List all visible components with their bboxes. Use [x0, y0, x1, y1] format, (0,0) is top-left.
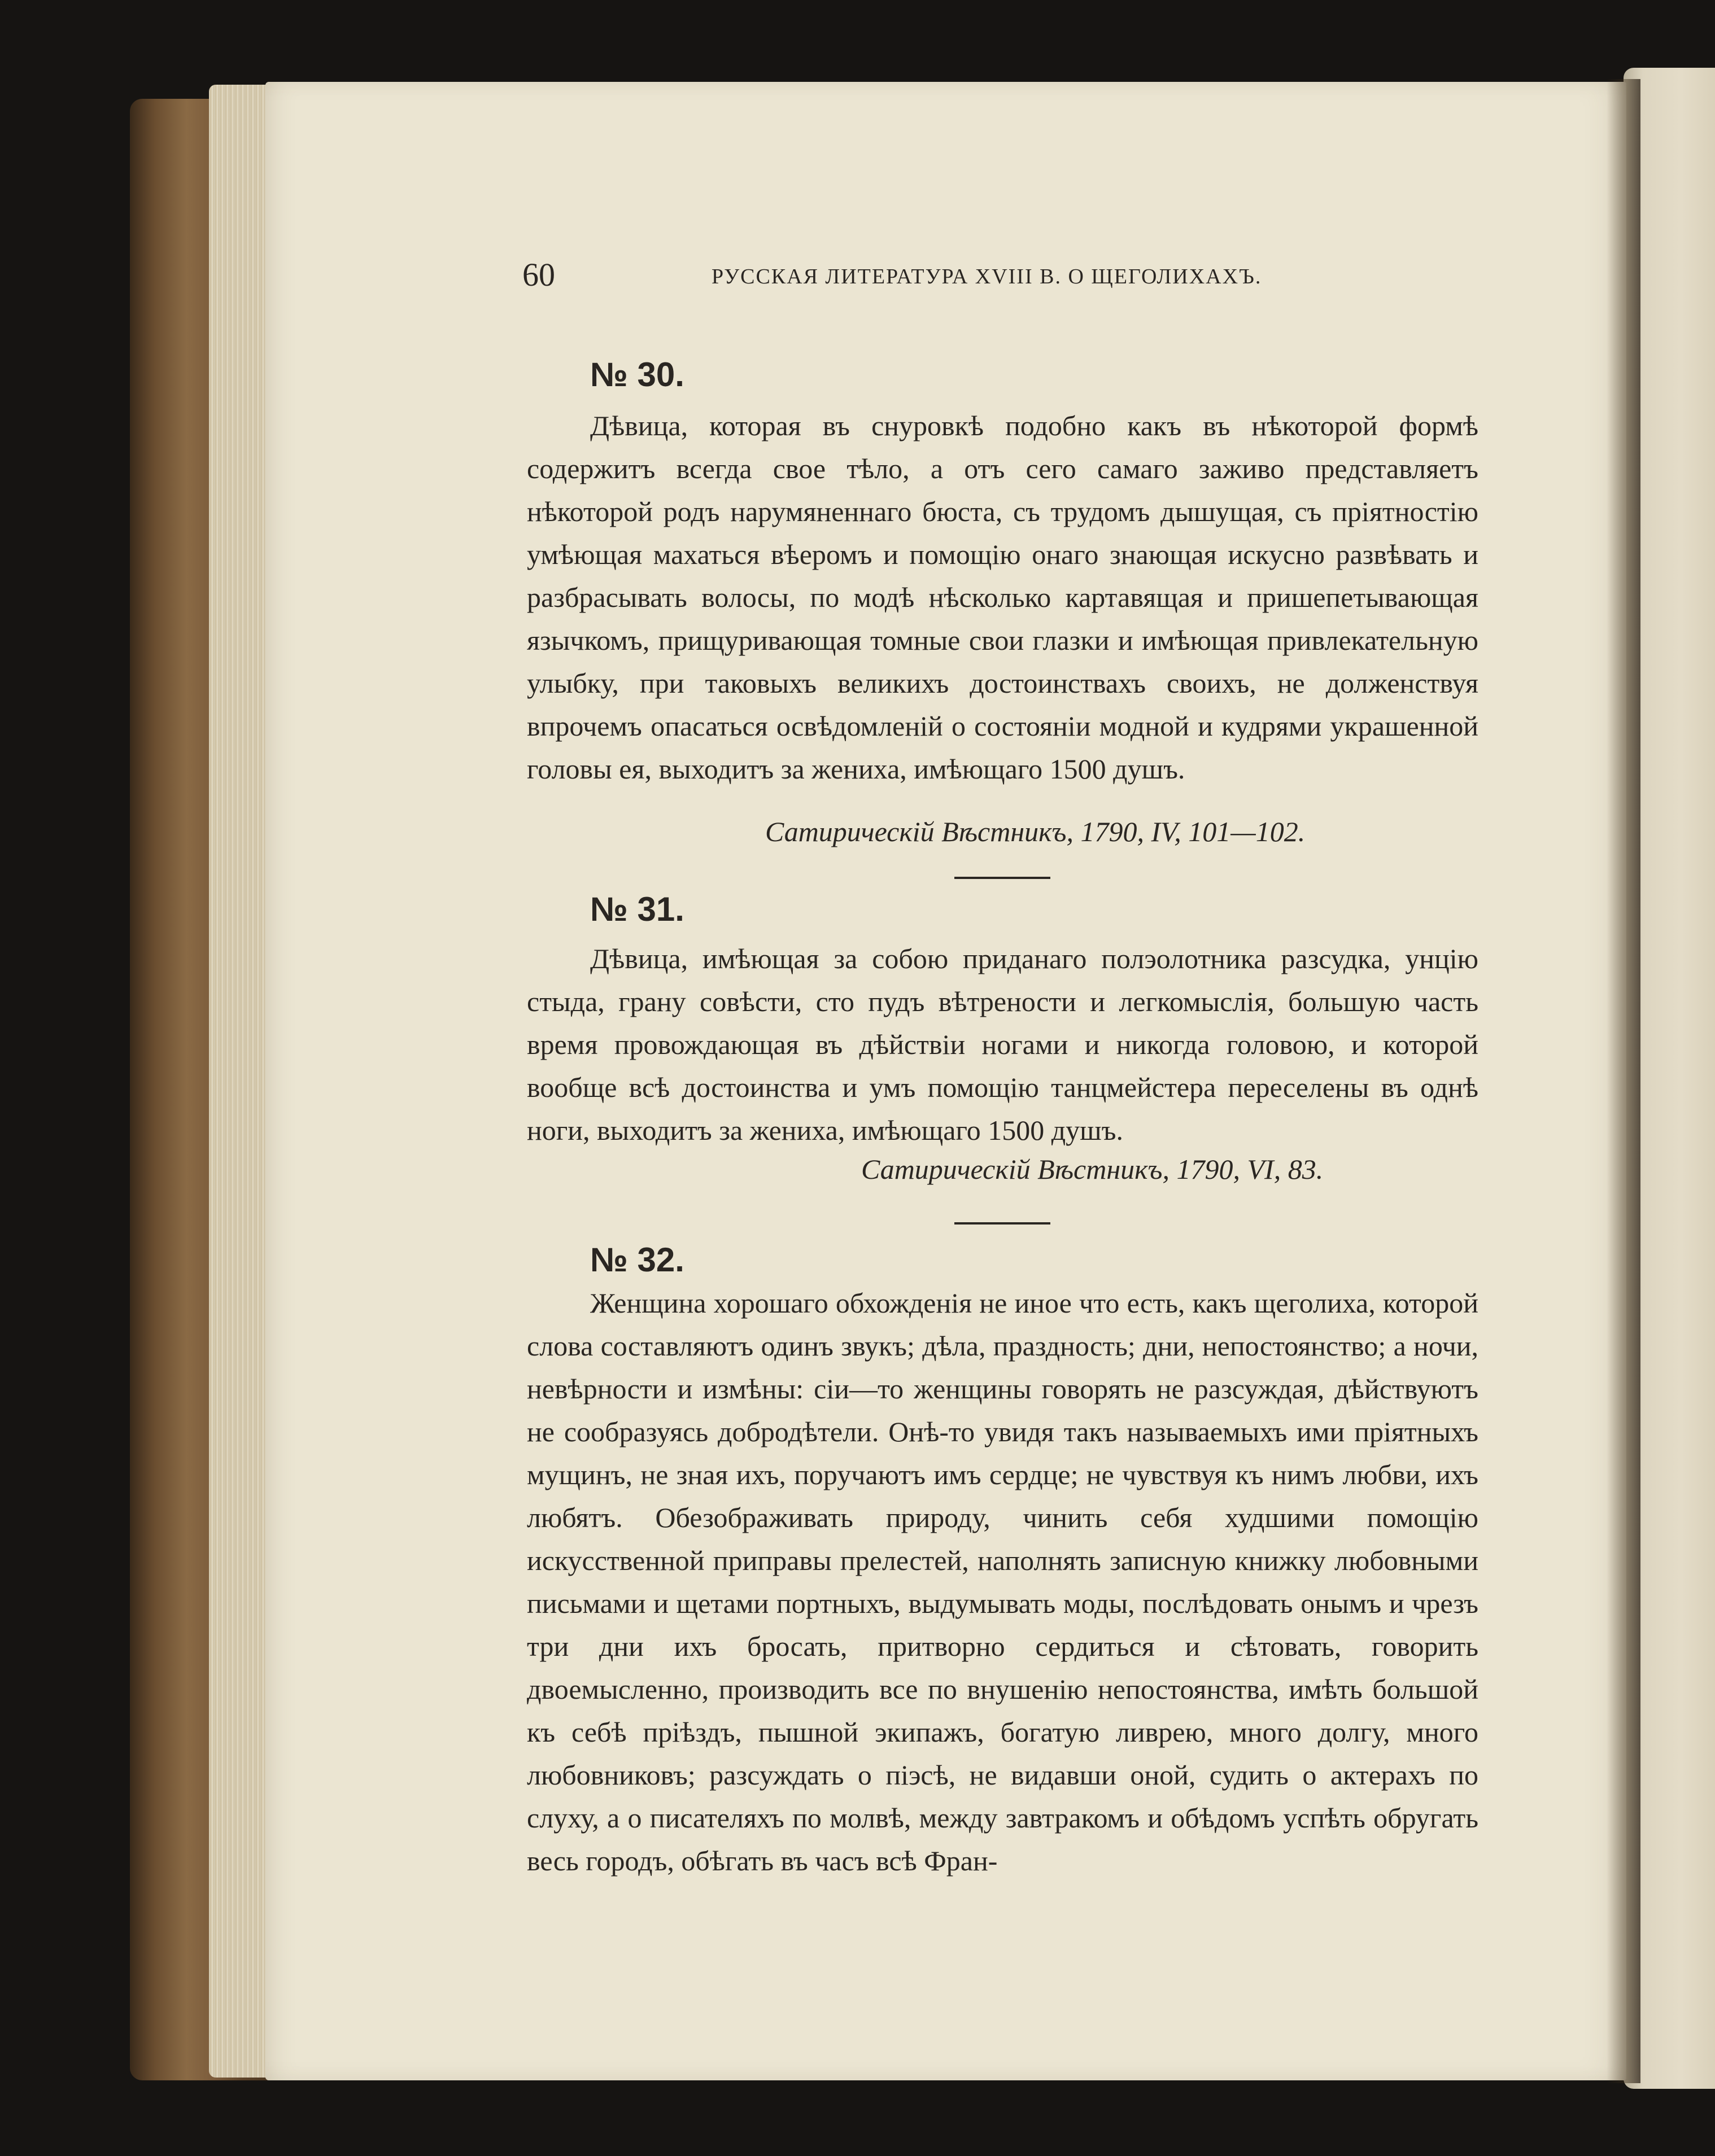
entry-text-32: Женщина хорошаго обхожденія не иное что есть, какъ щеголиха, которой слова составляютъ одинъ звукъ; дѣла, праздность; дни, непостоянство; а ночи, невѣрности и измѣны: сіи—то женщины говорять не разсуждая, дѣйствуютъ не сообразуясь добродѣтели. Онѣ-то увидя такъ называемыхъ ими пріятныхъ мущинъ, не зная ихъ, поручаютъ имъ сердце; не чувствуя къ нимъ любви, ихъ любятъ. Обезображивать природу, чинить себя худшими помощію искусственной приправы прелестей, наполнять записную книжку любовными письмами и щетами портныхъ, выдумывать моды, послѣдовать онымъ и чрезъ три дни ихъ бросать, притворно сердиться и сѣтовать, говорить двоемысленно, производить все по внушенію непостоянства, имѣть большой къ себѣ пріѣздъ, пышной экипажъ, богатую ливрею, много долгу, много любовниковъ; разсуждать о піэсѣ, не видавши оной, судить о актерахъ по слуху, а о писателяхъ по молвѣ, между завтракомъ и обѣдомъ успѣть обругать весь городъ, обѣгать въ часъ всѣ Фран- — [527, 1287, 1478, 1877]
page-number: 60 — [522, 256, 555, 293]
section-divider — [954, 1222, 1050, 1224]
entry-number-32: № 32. — [590, 1241, 684, 1279]
entry-source-30: Сатирическій Вѣстникъ, 1790, IV, 101—102. — [765, 816, 1306, 847]
entry-number-31: № 31. — [590, 890, 684, 928]
entry-text-31: Дѣвица, имѣющая за собою приданаго полэолотника разсудка, унцію стыда, грану совѣсти, сто пудъ вѣтрености и легкомыслія, большую часть время провождающая въ дѣйствіи ногами и никогда головою, и которой вообще всѣ достоинства и умъ помощію танцмейстера переселены въ однѣ ноги, выходитъ за жениха, имѣющаго 1500 душъ. — [527, 943, 1478, 1146]
section-divider — [954, 877, 1050, 879]
entry-source-31: Сатирическій Вѣстникъ, 1790, VI, 83. — [861, 1153, 1324, 1185]
running-head — [522, 255, 1496, 295]
running-title: РУССКАЯ ЛИТЕРАТУРА XVIII В. О ЩЕГОЛИХАХЪ. — [712, 265, 1262, 288]
gutter-shadow — [1607, 79, 1640, 2083]
entry-number-30: № 30. — [590, 356, 684, 393]
entry-text-30: Дѣвица, которая въ снуровкѣ подобно какъ въ нѣкоторой формѣ содержитъ всегда свое тѣло, а отъ сего самаго заживо представляетъ нѣкоторой родъ нарумяненнаго бюста, съ трудомъ дышущая, съ пріятностію умѣющая махаться вѣеромъ и помощію онаго знающая искусно развѣвать и разбрасывать волосы, по модѣ нѣсколько картавящая и пришепетывающая язычкомъ, прищуривающая томные свои глазки и имѣющая привлекательную улыбку, при таковыхъ великихъ достоинствахъ своихъ, не долженствуя впрочемъ опасаться освѣдомленій о состояніи модной и кудрями украшенной головы ея, выходитъ за жениха, имѣющаго 1500 душъ. — [527, 410, 1478, 785]
